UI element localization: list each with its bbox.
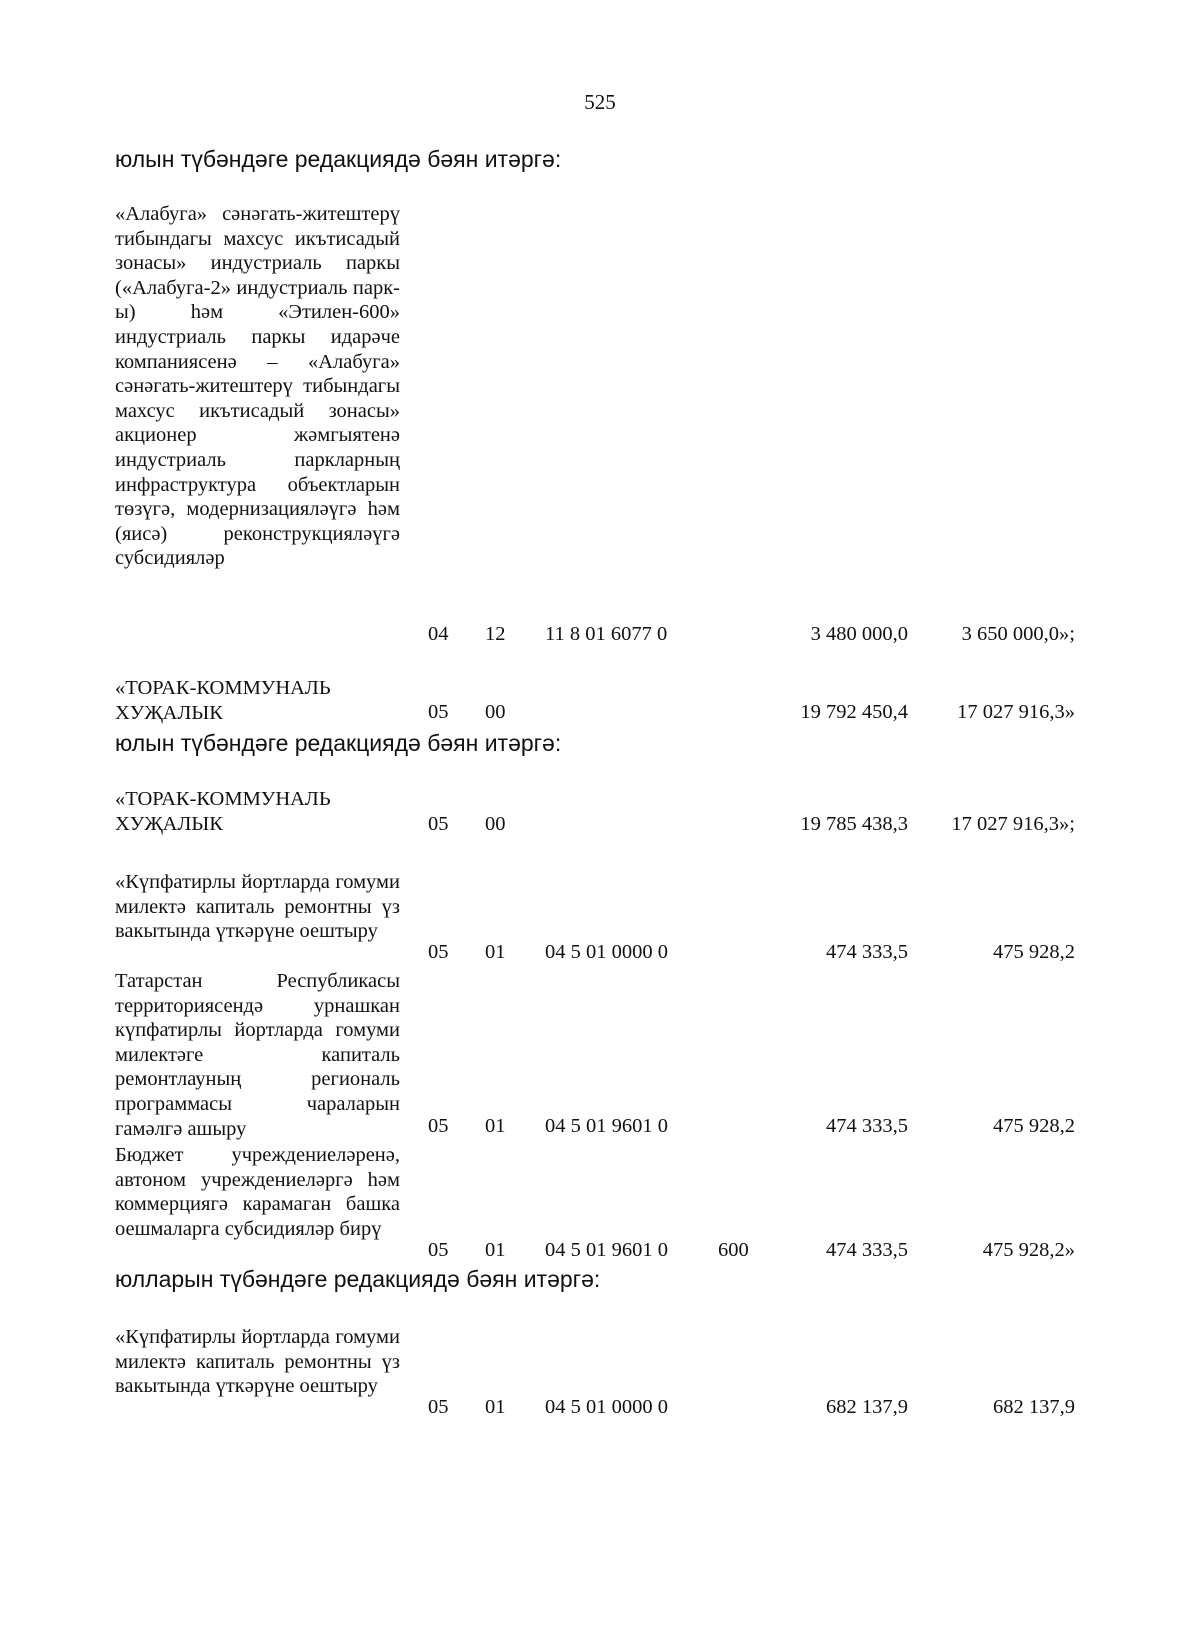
instruction-heading: юлларын түбәндәге редакциядә бәян итәргә: — [115, 1266, 601, 1292]
section-code: 05 — [428, 1115, 449, 1137]
amount-year-1: 474 333,5 — [826, 941, 908, 963]
subsection-code: 01 — [485, 1115, 506, 1137]
amount-year-1: 3 480 000,0 — [810, 623, 908, 645]
subsection-code: 01 — [485, 1396, 506, 1418]
target-article-code: 04 5 01 9601 0 — [545, 1115, 668, 1137]
amount-year-1: 19 792 450,4 — [800, 701, 908, 723]
row-description: «Алабуга» сәнәгать-житештерү тибындагы махсус икътисадый зонасы» индустриаль паркы («Алабуга-2» индустриаль паркы) һәм «Этилен-600» индустриаль паркы идарәче компаниясенә – «Алабуга» сәнәгать-житештерү тибындагы махсус икътисадый зонасы» акционер жәмгыятенә индустриаль паркларның инфраструктура объектларын төзүгә, модернизацияләүгә һәм (яисә) реконструкцияләүгә субсидияләр — [115, 203, 400, 570]
section-code: 04 — [428, 623, 449, 645]
amount-year-2: 17 027 916,3» — [957, 701, 1075, 723]
subsection-code: 01 — [485, 941, 506, 963]
row-description: Бюджет учреждениеләренә, автоном учреждениеләргә һәм коммерциягә карамаган башка оешмаларга субсидияләр бирү — [115, 1144, 400, 1240]
target-article-code: 04 5 01 0000 0 — [545, 1396, 668, 1418]
instruction-heading: юлын түбәндәге редакциядә бәян итәргә: — [115, 730, 562, 756]
subsection-code: 01 — [485, 1239, 506, 1261]
row-description: Татарстан Республикасы территориясендә урнашкан күпфатирлы йортларда гомуми милектәге капиталь ремонтлауның региональ программасы чараларын гамәлгә ашыру — [115, 970, 400, 1140]
amount-year-1: 682 137,9 — [826, 1396, 908, 1418]
row-description: «Күпфатирлы йортларда гомуми милектә капиталь ремонтны үз вакытында үткәрүне оештыру — [115, 1326, 400, 1398]
instruction-heading: юлын түбәндәге редакциядә бәян итәргә: — [115, 146, 562, 172]
target-article-code: 11 8 01 6077 0 — [545, 623, 668, 645]
amount-year-2: 475 928,2 — [993, 1115, 1075, 1137]
amount-year-2: 682 137,9 — [993, 1396, 1075, 1418]
row-description: «Күпфатирлы йортларда гомуми милектә капиталь ремонтны үз вакытында үткәрүне оештыру — [115, 871, 400, 943]
amount-year-1: 474 333,5 — [826, 1115, 908, 1137]
section-code: 05 — [428, 941, 449, 963]
section-code: 05 — [428, 813, 449, 835]
section-code: 05 — [428, 1239, 449, 1261]
row-description: «ТОРАК-КОММУНАЛЬ ХУҖАЛЫК — [115, 677, 331, 724]
target-article-code: 04 5 01 9601 0 — [545, 1239, 668, 1261]
amount-year-2: 3 650 000,0»; — [961, 623, 1075, 645]
section-code: 05 — [428, 701, 449, 723]
subsection-code: 00 — [485, 701, 506, 723]
amount-year-2: 475 928,2 — [993, 941, 1075, 963]
amount-year-2: 17 027 916,3»; — [951, 813, 1075, 835]
section-code: 05 — [428, 1396, 449, 1418]
expense-type-code: 600 — [718, 1239, 749, 1261]
subsection-code: 00 — [485, 813, 506, 835]
subsection-code: 12 — [485, 623, 506, 645]
row-description: «ТОРАК-КОММУНАЛЬ ХУҖАЛЫК — [115, 788, 331, 835]
page-number: 525 — [584, 90, 616, 114]
amount-year-1: 474 333,5 — [826, 1239, 908, 1261]
amount-year-1: 19 785 438,3 — [800, 813, 908, 835]
amount-year-2: 475 928,2» — [982, 1239, 1075, 1261]
target-article-code: 04 5 01 0000 0 — [545, 941, 668, 963]
